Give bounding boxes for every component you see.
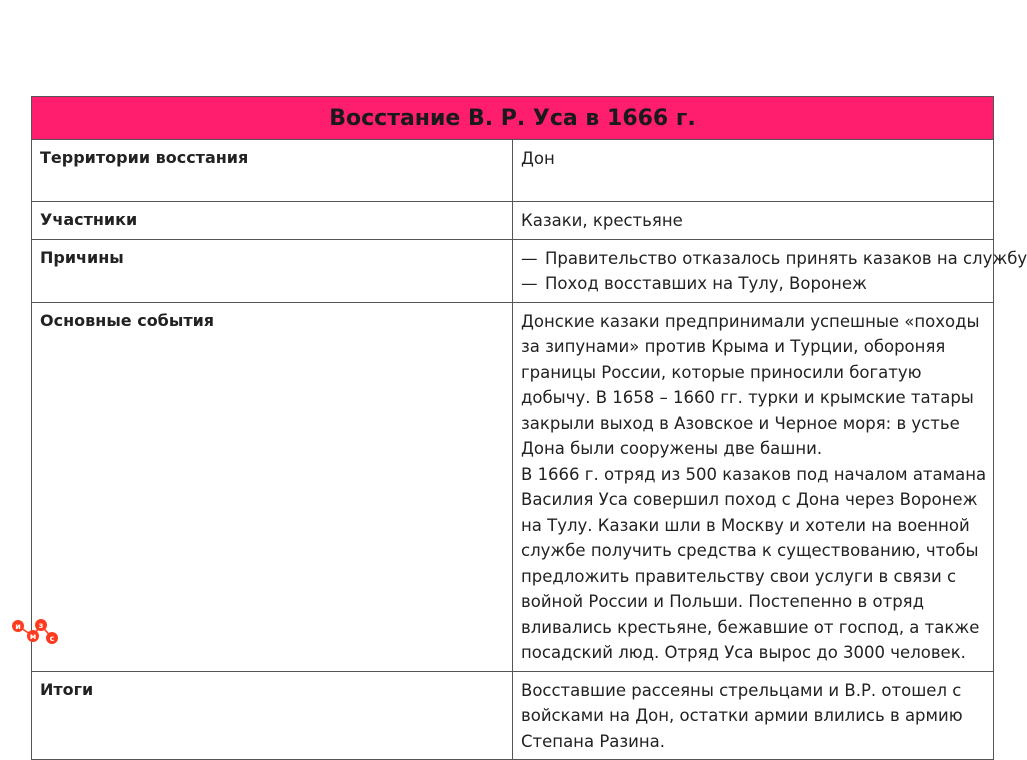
dash-marker: — xyxy=(521,274,538,293)
table-row-causes xyxy=(32,239,994,302)
imzs-logo xyxy=(8,616,60,646)
logo-letter: з xyxy=(38,621,44,630)
row-content-results: Восставшие рассеяны стрельцами и В.Р. отошел с войсками на Дон, остатки армии влились в армию Степана Разина. xyxy=(513,671,994,760)
cause-item xyxy=(521,271,987,297)
cause-item-text: Правительство отказалось принять казаков на службу xyxy=(545,248,1027,268)
row-label-results: Итоги xyxy=(32,671,513,760)
logo-letter: с xyxy=(49,634,55,643)
row-label-territory: Территории восстания xyxy=(32,140,513,202)
table-row-results xyxy=(32,671,994,760)
table-title: Восстание В. Р. Уса в 1666 г. xyxy=(32,97,994,140)
row-label-events: Основные события xyxy=(32,302,513,671)
cause-item xyxy=(521,246,1027,272)
row-content-events xyxy=(513,302,994,671)
uprising-table-container xyxy=(31,96,1027,760)
events-paragraph: В 1666 г. отряд из 500 казаков под началом атамана Василия Уса совершил поход с Дона через Воронеж на Тулу. Казаки шли в Москву и хотели на военной службе получить средства к существованию, чтобы предложить правительству свои услуги в связи с войной России и Польши. Постепенно в отряд вливались крестьяне, бежавшие от господ, а также посадский люд. Отряд Уса вырос до 3000 человек. xyxy=(521,464,987,662)
events-paragraph: Донские казаки предпринимали успешные «походы за зипунами» против Крыма и Турции, обороняя границы России, которые приносили богатую добычу. В 1658 – 1660 гг. турки и крымские татары закрыли выход в Азовское и Черное моря: в устье Дона были сооружены две башни. xyxy=(521,311,980,458)
row-content-participants: Казаки, крестьяне xyxy=(513,202,994,240)
logo-letter: м xyxy=(29,632,37,641)
dash-marker: — xyxy=(521,248,538,268)
row-content-territory: Дон xyxy=(513,140,994,202)
logo-letter: и xyxy=(15,622,21,631)
row-content-causes xyxy=(513,239,1027,302)
row-label-participants: Участники xyxy=(32,202,513,240)
table-row-participants xyxy=(32,202,994,240)
cause-item-text: Поход восставших на Тулу, Воронеж xyxy=(545,274,867,293)
table-row-territory xyxy=(32,140,994,202)
uprising-table xyxy=(31,96,1027,760)
row-label-causes: Причины xyxy=(32,239,513,302)
table-row-events xyxy=(32,302,994,671)
